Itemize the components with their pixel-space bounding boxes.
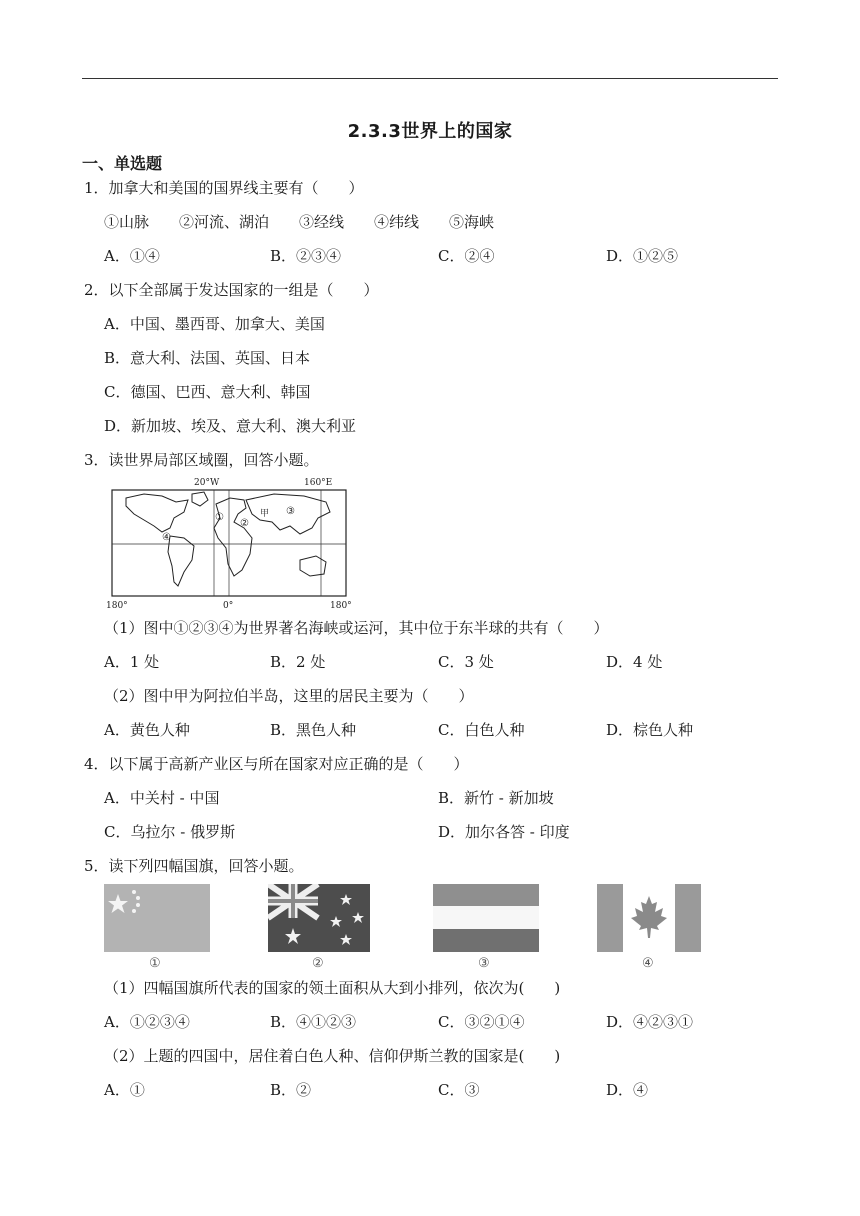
question-2-option-b[interactable]: B．意大利、法国、英国、日本 bbox=[104, 349, 311, 367]
flag-2-label: ② bbox=[312, 956, 324, 971]
question-3-1-option-c[interactable]: C．3 处 bbox=[438, 653, 494, 671]
question-5-1-option-a[interactable]: A．①②③④ bbox=[104, 1013, 190, 1031]
question-5-2-option-b[interactable]: B．② bbox=[270, 1081, 312, 1099]
question-3-stem: 3．读世界局部区域圈，回答小题。 bbox=[84, 451, 319, 469]
question-3-2-option-d[interactable]: D．棕色人种 bbox=[606, 721, 694, 739]
question-3-1-option-a[interactable]: A．1 处 bbox=[104, 653, 160, 671]
document-title: 2.3.3世界上的国家 bbox=[347, 121, 513, 142]
map-label-180-left: 180° bbox=[106, 601, 128, 611]
section-heading: 一、单选题 bbox=[82, 154, 163, 173]
question-3-1-option-b[interactable]: B．2 处 bbox=[270, 653, 326, 671]
map-label-180-right: 180° bbox=[330, 601, 352, 611]
question-3-2-option-c[interactable]: C．白色人种 bbox=[438, 721, 525, 739]
question-3-2-option-b[interactable]: B．黑色人种 bbox=[270, 721, 357, 739]
question-2-option-d[interactable]: D．新加坡、埃及、意大利、澳大利亚 bbox=[104, 417, 357, 435]
question-4-option-c[interactable]: C．乌拉尔 - 俄罗斯 bbox=[104, 823, 236, 841]
flag-1-label: ① bbox=[149, 956, 161, 971]
question-4-option-b[interactable]: B．新竹 - 新加坡 bbox=[438, 789, 554, 807]
flag-3-label: ③ bbox=[478, 956, 490, 971]
question-2-option-c[interactable]: C．德国、巴西、意大利、韩国 bbox=[104, 383, 311, 401]
question-3-2-stem: （2）图中甲为阿拉伯半岛，这里的居民主要为（ ） bbox=[104, 687, 474, 705]
question-1-option-d[interactable]: D．①②⑤ bbox=[606, 247, 679, 265]
map-marker-jia: 甲 bbox=[260, 509, 270, 519]
question-2-option-a[interactable]: A．中国、墨西哥、加拿大、美国 bbox=[104, 315, 325, 333]
map-marker-4: ④ bbox=[162, 532, 171, 543]
question-5-1-stem: （1）四幅国旗所代表的国家的领土面积从大到小排列，依次为( ) bbox=[104, 979, 561, 997]
question-5-2-option-a[interactable]: A．① bbox=[104, 1081, 145, 1099]
map-marker-1: ① bbox=[215, 512, 224, 523]
question-1-option-c[interactable]: C．②④ bbox=[438, 247, 495, 265]
question-5-1-option-d[interactable]: D．④②③① bbox=[606, 1013, 694, 1031]
question-5-2-stem: （2）上题的四国中，居住着白色人种、信仰伊斯兰教的国家是( ) bbox=[104, 1047, 561, 1065]
question-3-1-stem: （1）图中①②③④为世界著名海峡或运河，其中位于东半球的共有（ ） bbox=[104, 619, 609, 637]
question-5-2-option-c[interactable]: C．③ bbox=[438, 1081, 480, 1099]
map-label-160e: 160°E bbox=[304, 478, 333, 488]
flag-2-australia bbox=[268, 884, 370, 952]
map-marker-3: ③ bbox=[286, 506, 295, 517]
question-4-option-a[interactable]: A．中关村 - 中国 bbox=[104, 789, 220, 807]
map-label-20w: 20°W bbox=[194, 478, 220, 488]
question-5-1-option-b[interactable]: B．④①②③ bbox=[270, 1013, 357, 1031]
flag-1-china bbox=[104, 884, 210, 952]
question-1-option-a[interactable]: A．①④ bbox=[104, 247, 160, 265]
header-rule bbox=[82, 78, 778, 79]
question-4-option-d[interactable]: D．加尔各答 - 印度 bbox=[438, 823, 570, 841]
world-map-figure bbox=[104, 474, 358, 612]
question-2-stem: 2．以下全部属于发达国家的一组是（ ） bbox=[84, 281, 379, 299]
question-1-items: ①山脉 ②河流、湖泊 ③经线 ④纬线 ⑤海峡 bbox=[104, 213, 495, 231]
map-label-0: 0° bbox=[223, 601, 234, 611]
question-4-stem: 4．以下属于高新产业区与所在国家对应正确的是（ ） bbox=[84, 755, 469, 773]
question-3-1-option-d[interactable]: D．4 处 bbox=[606, 653, 663, 671]
question-3-2-option-a[interactable]: A．黄色人种 bbox=[104, 721, 190, 739]
question-5-1-option-c[interactable]: C．③②①④ bbox=[438, 1013, 525, 1031]
flag-3-tricolor bbox=[433, 884, 539, 952]
map-marker-2: ② bbox=[240, 518, 249, 529]
flag-4-label: ④ bbox=[642, 956, 654, 971]
flag-4-canada bbox=[597, 884, 701, 952]
question-1-stem: 1．加拿大和美国的国界线主要有（ ） bbox=[84, 179, 364, 197]
question-5-2-option-d[interactable]: D．④ bbox=[606, 1081, 649, 1099]
question-5-stem: 5．读下列四幅国旗，回答小题。 bbox=[84, 857, 304, 875]
question-1-option-b[interactable]: B．②③④ bbox=[270, 247, 342, 265]
